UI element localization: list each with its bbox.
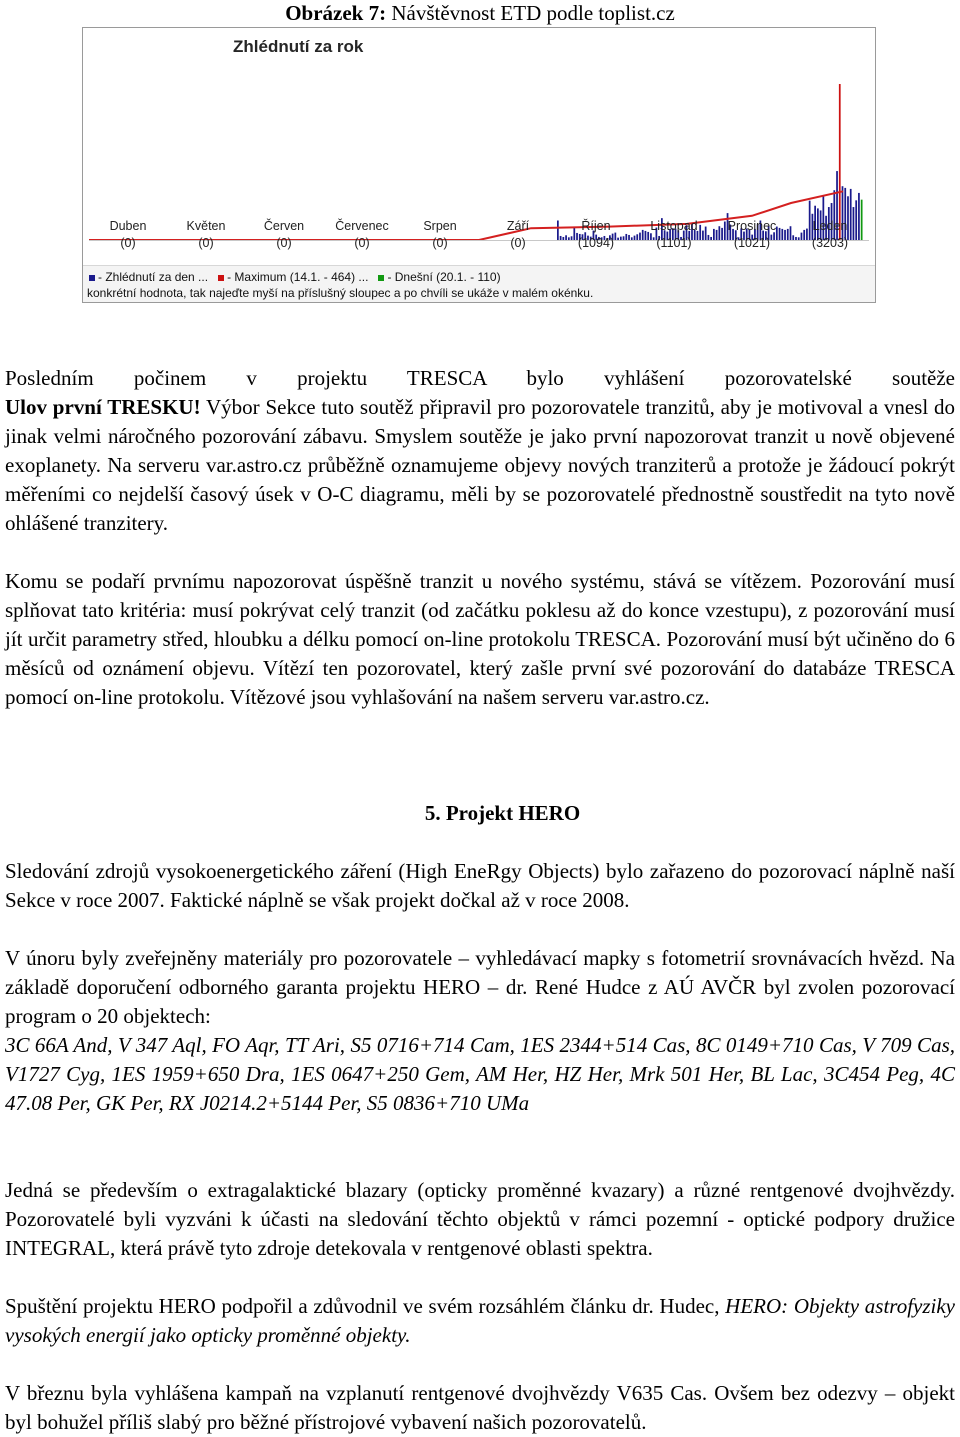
- month-label: [639, 218, 709, 252]
- month-name: Květen: [186, 219, 226, 233]
- paragraph-intro-line: Posledním počinem v projektu TRESCA bylo vyhlášení pozorovatelské soutěže: [5, 366, 955, 390]
- paragraph-object-list: 3C 66A And, V 347 Aql, FO Aqr, TT Ari, S5 0716+714 Cam, 1ES 2344+514 Cas, 8C 0149+710 Cas, V 709 Cas, V1727 Cyg, 1ES 1959+650 Dra, 1ES 0647+250 Gem, AM Her, HZ Her, Mrk 501 Her, BL Lac, 3C454 Peg, 4C 47.08 Per, GK Per, RX J0214.2+5144 Per, S5 0836+710 UMa: [5, 1033, 955, 1115]
- month-value: (1101): [656, 236, 692, 250]
- month-name: Září: [506, 219, 530, 233]
- legend-swatch: [378, 275, 384, 281]
- article-title: HERO: Objekty astrofyziky vysokých energií jako opticky proměnné objekty.: [5, 1294, 955, 1347]
- month-name: Srpen: [423, 219, 457, 233]
- month-value: (0): [198, 236, 214, 250]
- daily-bar[interactable]: [839, 84, 841, 240]
- month-label: [717, 218, 787, 252]
- legend-swatch: [89, 275, 95, 281]
- caption-text: Návštěvnost ETD podle toplist.cz: [391, 1, 675, 25]
- month-value: (0): [276, 236, 292, 250]
- month-name: Prosinec: [727, 219, 777, 233]
- month-value: (1094): [577, 236, 615, 250]
- month-label: [483, 218, 553, 252]
- paragraph-hudec-text: Spuštění projektu HERO podpořil a zdůvodnil ve svém rozsáhlém článku dr. Hudec,: [5, 1294, 726, 1318]
- legend-label: - Dnešní (20.1. - 110): [387, 270, 501, 284]
- month-label: [171, 218, 241, 252]
- visits-chart-widget: [82, 27, 876, 303]
- legend-swatch: [218, 275, 224, 281]
- legend-item: [89, 270, 208, 284]
- month-value: (0): [120, 236, 136, 250]
- month-name: Červen: [263, 219, 305, 233]
- month-label: [561, 218, 631, 252]
- month-value: (0): [432, 236, 448, 250]
- paragraph-blazars: Jedná se především o extragalaktické blazary (opticky proměnné kvazary) a různé rentgenové dvojhvězdy. Pozorovatelé byli vyzváni k účasti na sledování těchto objektů v rámci pozemní - optické podpory družice INTEGRAL, která právě tyto zdroje detekovala v rentgenové oblasti spektra.: [5, 1178, 955, 1260]
- chart-legend: [83, 265, 875, 302]
- month-axis: [83, 218, 875, 258]
- legend-label: - Zhlédnutí za den ...: [98, 270, 209, 284]
- month-name: Duben: [109, 219, 147, 233]
- section-heading-hero: 5. Projekt HERO: [424, 801, 581, 825]
- legend-label: - Maximum (14.1. - 464) ...: [227, 270, 369, 284]
- month-name: Říjen: [581, 219, 611, 233]
- month-name: Listopad: [650, 219, 698, 233]
- paragraph-v635-cas: V březnu byla vyhlášena kampaň na vzplanutí rentgenové dvojhvězdy V635 Cas. Ovšem bez odezvy – objekt byl bohužel příliš slabý pro běžné přístrojové vybavení našich pozorovatelů.: [5, 1381, 955, 1434]
- paragraph-contest-rules: Komu se podaří prvnímu napozorovat úspěšně tranzit u nového systému, stává se vítězem. Pozorování musí splňovat tato kritéria: musí pokrývat celý tranzit (od začátku poklesu až do konce vzestupu), z pozorování musí jít určit parametry střed, hloubku a délku pomocí on-line protokolu TRESCA. Pozorování musí být učiněno do 6 měsíců od oznámení objevu. Vítězí ten pozorovatel, který zašle první své pozorování do databáze TRESCA pomocí on-line protokolu. Vítězové jsou vyhlašování na našem serveru var.astro.cz.: [5, 569, 955, 709]
- paragraph-hudec-article: [5, 1292, 955, 1350]
- legend-item: [378, 270, 500, 284]
- legend-item: [218, 270, 368, 284]
- chart-title: Zhlédnutí za rok: [233, 37, 364, 56]
- month-value: (0): [510, 236, 526, 250]
- month-label: [327, 218, 397, 252]
- caption-label: Obrázek 7:: [285, 1, 387, 25]
- paragraph-hero-materials: V únoru byly zveřejněny materiály pro pozorovatele – vyhledávací mapky s fotometrií srovnávacích hvězd. Na základě doporučení odborného garanta projektu HERO – dr. René Hudce z AÚ AVČR byl zvolen pozorovací program o 20 objektech:: [5, 946, 955, 1028]
- month-label: [405, 218, 475, 252]
- paragraph-tresca-contest: [5, 364, 955, 538]
- month-name: Červenec: [335, 219, 389, 233]
- figure-caption: [0, 0, 960, 26]
- month-name: Leden: [812, 219, 848, 233]
- paragraph-hero-intro: Sledování zdrojů vysokoenergetického záření (High EneRgy Objects) bylo zařazeno do pozorovací náplně naší Sekce v roce 2007. Faktické náplně se však projekt dočkal až v roce 2008.: [5, 859, 955, 912]
- contest-name: Ulov první TRESKU!: [5, 395, 201, 419]
- legend-items: [89, 269, 511, 285]
- month-label: [249, 218, 319, 252]
- paragraph-rest: Výbor Sekce tuto soutěž připravil pro pozorovatele tranzitů, aby je motivoval a vnesl do jinak velmi náročného pozorování zábavu. Smyslem soutěže je jako první napozorovat tranzit u nově objevené exoplanety. Na serveru var.astro.cz průběžně oznamujeme objevy nových tranziterů a protože je žádoucí pokrýt měřeními co nejdelší časový úsek v O-C diagramu, měli by se pozorovatelé přednostně soustředit na tyto nově ohlášené tranzitery.: [5, 395, 955, 535]
- paragraph-body: [5, 393, 955, 538]
- legend-note: konkrétní hodnota, tak najeďte myší na příslušný sloupec a po chvíli se ukáže v malém okénku.: [87, 286, 594, 300]
- month-value: (0): [354, 236, 370, 250]
- month-value: (1021): [733, 236, 771, 250]
- month-value: (3203): [811, 236, 849, 250]
- month-label: [795, 218, 865, 252]
- month-label: [93, 218, 163, 252]
